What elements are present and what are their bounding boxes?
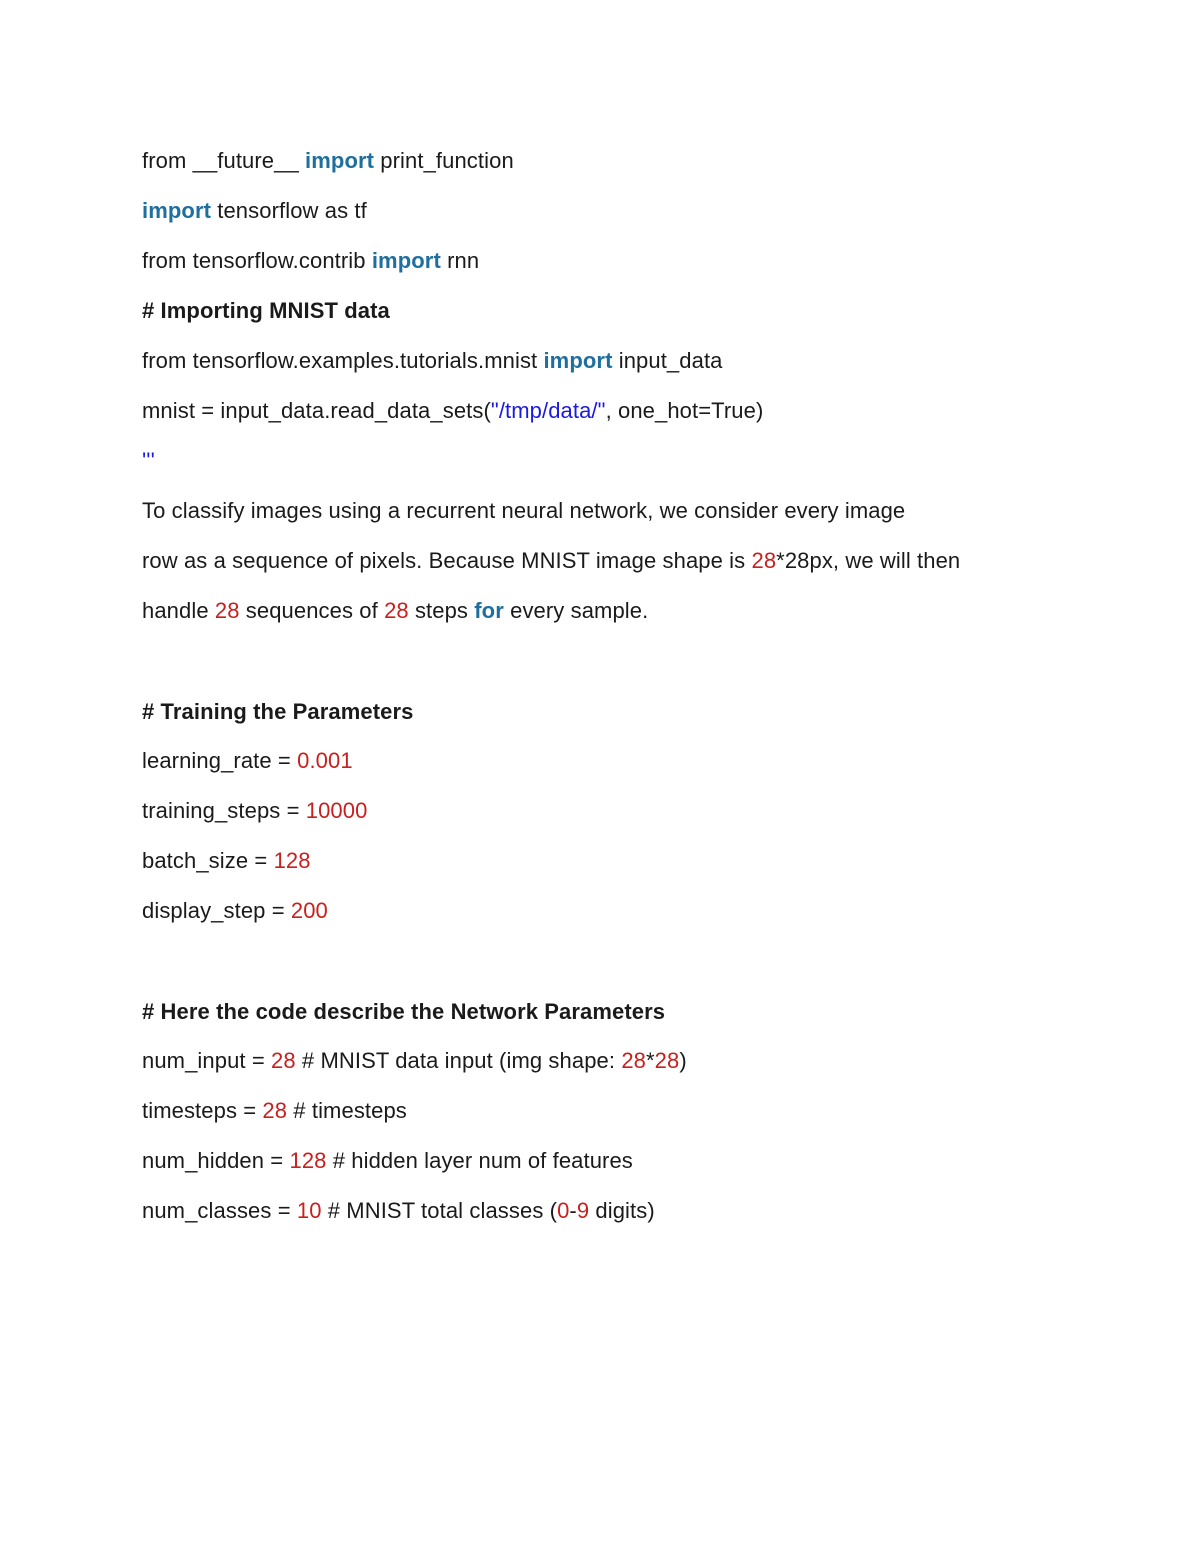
number-token: 28 — [384, 598, 409, 623]
keyword-token: import — [371, 248, 441, 273]
string-token: ''' — [142, 448, 155, 473]
text-token: row as a sequence of pixels. Because MNIST image shape is — [142, 548, 752, 573]
text-token: from tensorflow.examples.tutorials.mnist — [142, 348, 544, 373]
number-token: 10000 — [305, 798, 368, 823]
comment-heading: # Training the Parameters — [142, 699, 414, 724]
keyword-token: import — [543, 348, 613, 373]
comment-heading: # Importing MNIST data — [142, 298, 390, 323]
text-token: *28px, we will then — [776, 548, 961, 573]
text-token: from __future__ — [142, 148, 306, 173]
keyword-token: import — [142, 198, 212, 223]
text-token: ) — [679, 1048, 687, 1073]
code-line — [142, 1146, 633, 1176]
code-line — [142, 546, 960, 576]
text-token: To classify images using a recurrent neural network, we consider every image — [142, 498, 906, 523]
number-token: 28 — [262, 1098, 288, 1123]
code-line — [142, 1196, 655, 1226]
code-line — [142, 346, 723, 376]
number-token: 28 — [621, 1048, 646, 1073]
text-token: timesteps = — [142, 1098, 263, 1123]
number-token: 0.001 — [297, 748, 353, 773]
text-token: training_steps = — [142, 798, 306, 823]
text-token: every sample. — [503, 598, 649, 623]
number-token: 128 — [289, 1148, 327, 1173]
code-line — [142, 1046, 687, 1076]
text-token: display_step = — [142, 898, 291, 923]
number-token: 10 — [296, 1198, 322, 1223]
text-token: num_classes = — [142, 1198, 297, 1223]
code-line — [142, 697, 414, 727]
keyword-token: for — [474, 598, 504, 623]
number-token: 0 — [557, 1198, 570, 1223]
number-token: 28 — [214, 598, 240, 623]
number-token: 28 — [751, 548, 777, 573]
string-token: "/tmp/data/" — [490, 398, 606, 423]
text-token: num_hidden = — [142, 1148, 290, 1173]
text-token: * — [645, 1048, 655, 1073]
code-line — [142, 196, 367, 226]
text-token: rnn — [440, 248, 480, 273]
code-line — [142, 896, 328, 926]
code-line — [142, 146, 514, 176]
code-line — [142, 997, 665, 1027]
text-token: tensorflow as tf — [211, 198, 367, 223]
code-line — [142, 296, 390, 326]
code-line — [142, 246, 479, 276]
number-token: 200 — [290, 898, 328, 923]
text-token: steps — [408, 598, 475, 623]
text-token: # MNIST total classes ( — [321, 1198, 558, 1223]
text-token: digits) — [589, 1198, 655, 1223]
text-token: learning_rate = — [142, 748, 298, 773]
text-token: num_input = — [142, 1048, 272, 1073]
text-token: sequences of — [239, 598, 385, 623]
text-token: # hidden layer num of features — [326, 1148, 633, 1173]
comment-heading: # Here the code describe the Network Parameters — [142, 999, 666, 1024]
text-token: input_data — [612, 348, 723, 373]
code-line — [142, 446, 155, 476]
text-token: # MNIST data input (img shape: — [295, 1048, 622, 1073]
code-line — [142, 846, 311, 876]
code-line — [142, 796, 367, 826]
number-token: 9 — [576, 1198, 590, 1223]
code-line — [142, 1096, 407, 1126]
text-token: from tensorflow.contrib — [142, 248, 372, 273]
number-token: 28 — [271, 1048, 296, 1073]
number-token: 128 — [273, 848, 311, 873]
text-token: batch_size = — [142, 848, 274, 873]
number-token: 28 — [654, 1048, 680, 1073]
keyword-token: import — [305, 148, 375, 173]
code-line — [142, 396, 763, 426]
code-line — [142, 596, 648, 626]
text-token: print_function — [374, 148, 514, 173]
text-token: , one_hot=True) — [605, 398, 764, 423]
code-line — [142, 496, 905, 526]
text-token: - — [569, 1198, 577, 1223]
code-line — [142, 746, 353, 776]
text-token: # timesteps — [287, 1098, 407, 1123]
text-token: handle — [142, 598, 215, 623]
text-token: mnist = input_data.read_data_sets( — [142, 398, 491, 423]
